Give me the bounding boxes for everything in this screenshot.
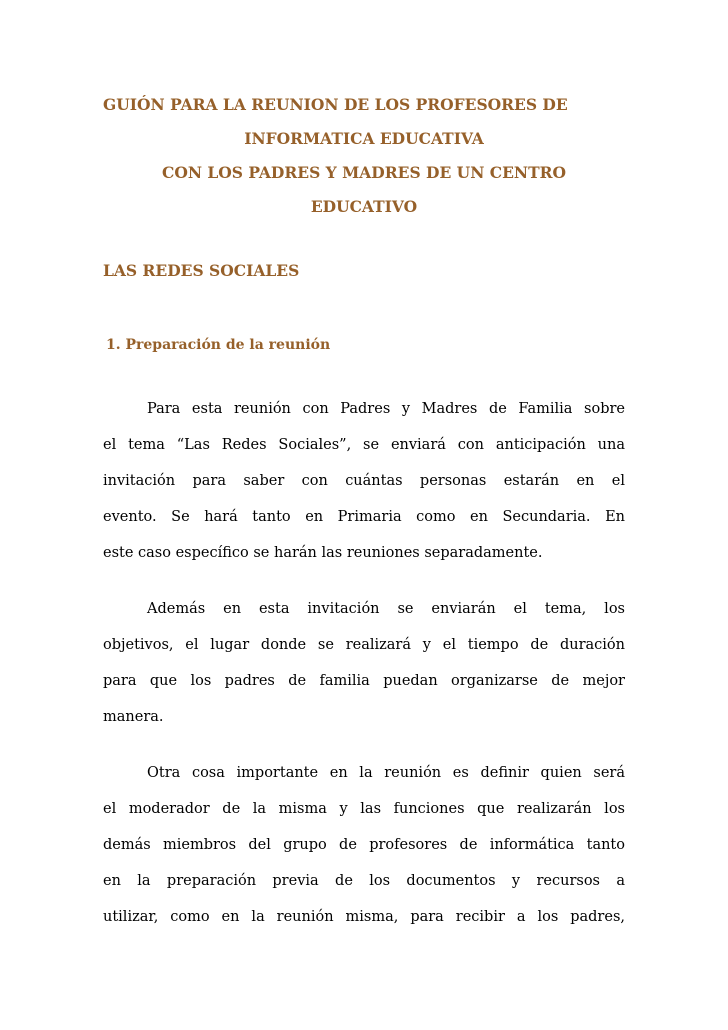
- title-line-1: GUIÓN PARA LA REUNION DE LOS PROFESORES DE: [103, 95, 568, 114]
- paragraph-line: evento. Se hará tanto en Primaria como en Secundaria. En: [103, 509, 625, 525]
- paragraph-line: este caso específico se harán las reuniones separadamente.: [103, 545, 543, 561]
- paragraph-line: manera.: [103, 709, 164, 725]
- subsection-heading: 1. Preparación de la reunión: [106, 337, 331, 353]
- paragraph-line: objetivos, el lugar donde se realizará y el tiempo de duración: [103, 637, 625, 653]
- paragraph-line: para que los padres de familia puedan organizarse de mejor: [103, 673, 625, 689]
- paragraph-line: el moderador de la misma y las funciones que realizarán los: [103, 801, 625, 817]
- paragraph-line: invitación para saber con cuántas personas estarán en el: [103, 473, 625, 489]
- paragraph-line: demás miembros del grupo de profesores de informática tanto: [103, 837, 625, 853]
- paragraph-line: Además en esta invitación se enviarán el tema, los: [147, 601, 625, 617]
- paragraph-2: [103, 591, 625, 735]
- title-line-2: INFORMATICA EDUCATIVA: [244, 129, 484, 148]
- paragraph-line: el tema “Las Redes Sociales”, se enviará con anticipación una: [103, 437, 625, 453]
- paragraph-3: [103, 755, 625, 935]
- paragraph-line: en la preparación previa de los documentos y recursos a: [103, 873, 625, 889]
- title-line-4: EDUCATIVO: [310, 197, 418, 216]
- paragraph-line: utilizar, como en la reunión misma, para recibir a los padres,: [103, 909, 625, 925]
- paragraph-line: Otra cosa importante en la reunión es definir quien será: [147, 765, 625, 781]
- paragraph-1: [103, 391, 625, 571]
- title-line-3: CON LOS PADRES Y MADRES DE UN CENTRO: [161, 163, 566, 182]
- section-heading: LAS REDES SOCIALES: [103, 261, 300, 280]
- paragraph-line: Para esta reunión con Padres y Madres de Familia sobre: [147, 401, 625, 417]
- document-title: [103, 88, 625, 224]
